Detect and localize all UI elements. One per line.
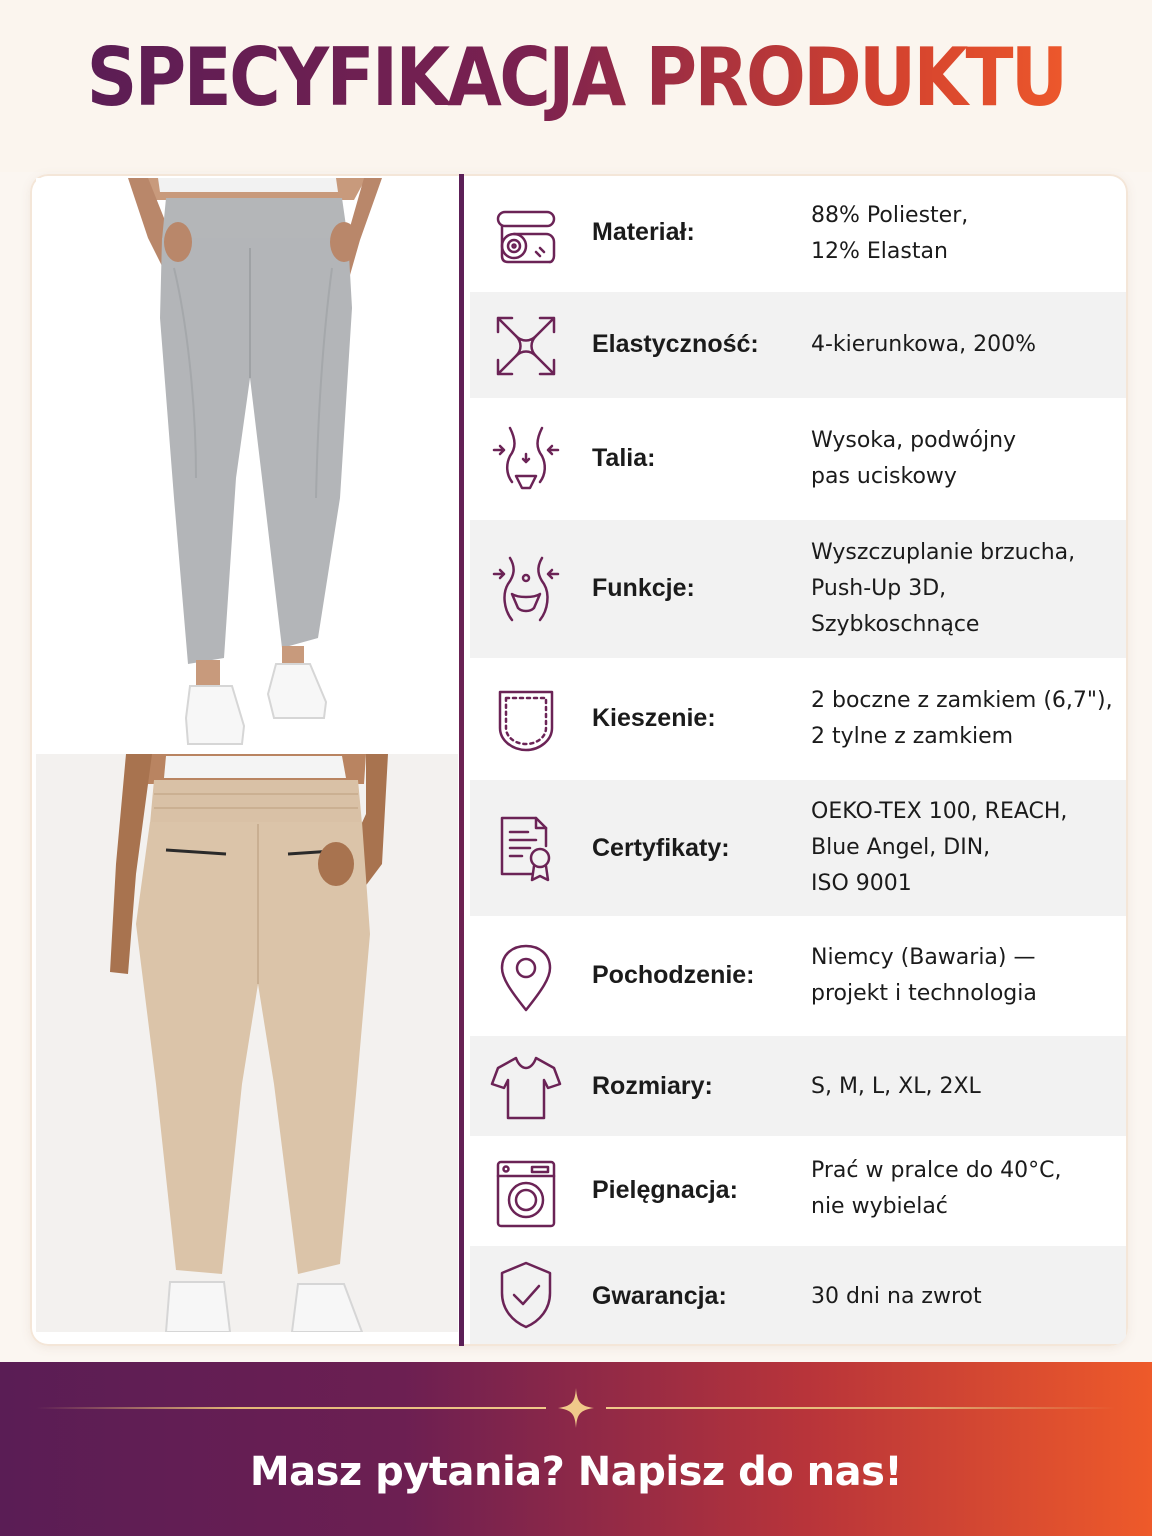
header (0, 0, 1152, 172)
spec-label: Elastyczność: (592, 330, 759, 358)
spec-value-line: 12% Elastan (811, 239, 948, 264)
spec-row-warranty (470, 1246, 1126, 1344)
contact-cta: Masz pytania? Napisz do nas! (249, 1449, 903, 1495)
fabric-roll-icon (490, 200, 562, 272)
spec-value-line: pas uciskowy (811, 464, 957, 489)
product-photo-back (36, 754, 458, 1332)
decorative-rule-left (36, 1407, 546, 1409)
spec-label: Talia: (592, 444, 656, 472)
body-shaping-icon (490, 554, 562, 626)
spec-row-certificates (470, 780, 1126, 916)
spec-label: Certyfikaty: (592, 834, 730, 862)
spec-value (811, 1279, 1125, 1315)
spec-label: Gwarancja: (592, 1282, 727, 1310)
sparkle-icon (556, 1386, 596, 1430)
spec-row-elasticity (470, 292, 1126, 398)
spec-value-line: 88% Poliester, (811, 203, 969, 228)
spec-value (811, 794, 1125, 902)
spec-value (811, 327, 1125, 363)
spec-value-line: 2 boczne z zamkiem (6,7"), (811, 688, 1113, 713)
product-photo-front (36, 178, 458, 750)
spec-value (811, 198, 1125, 270)
spec-value-line: 30 dni na zwrot (811, 1284, 982, 1309)
spec-value-line: Wyszczuplanie brzucha, (811, 540, 1076, 565)
spec-label: Pochodzenie: (592, 961, 755, 989)
spec-value-line: Niemcy (Bawaria) — (811, 945, 1036, 970)
spec-value (811, 535, 1125, 643)
spec-value (811, 683, 1125, 755)
spec-value-line: ISO 9001 (811, 871, 912, 896)
spec-card (30, 174, 1128, 1346)
spec-value (811, 423, 1125, 495)
spec-value-line: Push-Up 3D, (811, 576, 947, 601)
spec-row-care (470, 1136, 1126, 1246)
spec-label: Pielęgnacja: (592, 1176, 738, 1204)
grey-pants-front-icon (36, 178, 458, 750)
spec-value-line: 2 tylne z zamkiem (811, 724, 1014, 749)
beige-pants-back-icon (36, 754, 458, 1332)
spec-label: Rozmiary: (592, 1072, 713, 1100)
spec-label: Materiał: (592, 218, 695, 246)
spec-value-line: Wysoka, podwójny (811, 428, 1017, 453)
stretch-arrows-icon (490, 310, 562, 382)
waist-icon (490, 424, 562, 496)
vertical-divider (459, 174, 464, 1346)
tshirt-icon (490, 1052, 562, 1124)
spec-value-line: projekt i technologia (811, 981, 1037, 1006)
spec-value-line: Prać w pralce do 40°C, (811, 1158, 1062, 1183)
spec-value-line: OEKO-TEX 100, REACH, (811, 799, 1068, 824)
spec-row-material (470, 176, 1126, 292)
spec-value-line: Blue Angel, DIN, (811, 835, 991, 860)
pocket-icon (490, 684, 562, 756)
location-pin-icon (490, 942, 562, 1014)
spec-row-features (470, 520, 1126, 658)
spec-value (811, 1153, 1125, 1225)
spec-row-sizes (470, 1036, 1126, 1136)
footer-banner (0, 1362, 1152, 1536)
spec-row-origin (470, 916, 1126, 1036)
spec-label: Funkcje: (592, 574, 695, 602)
certificate-icon (490, 812, 562, 884)
spec-value (811, 1069, 1125, 1105)
spec-value-line: nie wybielać (811, 1194, 948, 1219)
spec-value-line: Szybkoschnące (811, 612, 980, 637)
spec-value-line: 4-kierunkowa, 200% (811, 332, 1037, 357)
spec-row-waist (470, 398, 1126, 520)
spec-value (811, 940, 1125, 1012)
spec-value-line: S, M, L, XL, 2XL (811, 1074, 981, 1099)
spec-row-pockets (470, 658, 1126, 780)
decorative-rule-right (606, 1407, 1116, 1409)
shield-check-icon (490, 1259, 562, 1331)
spec-label: Kieszenie: (592, 704, 716, 732)
page-title: SPECYFIKACJA PRODUKTU (69, 26, 1083, 130)
washing-machine-icon (490, 1158, 562, 1230)
